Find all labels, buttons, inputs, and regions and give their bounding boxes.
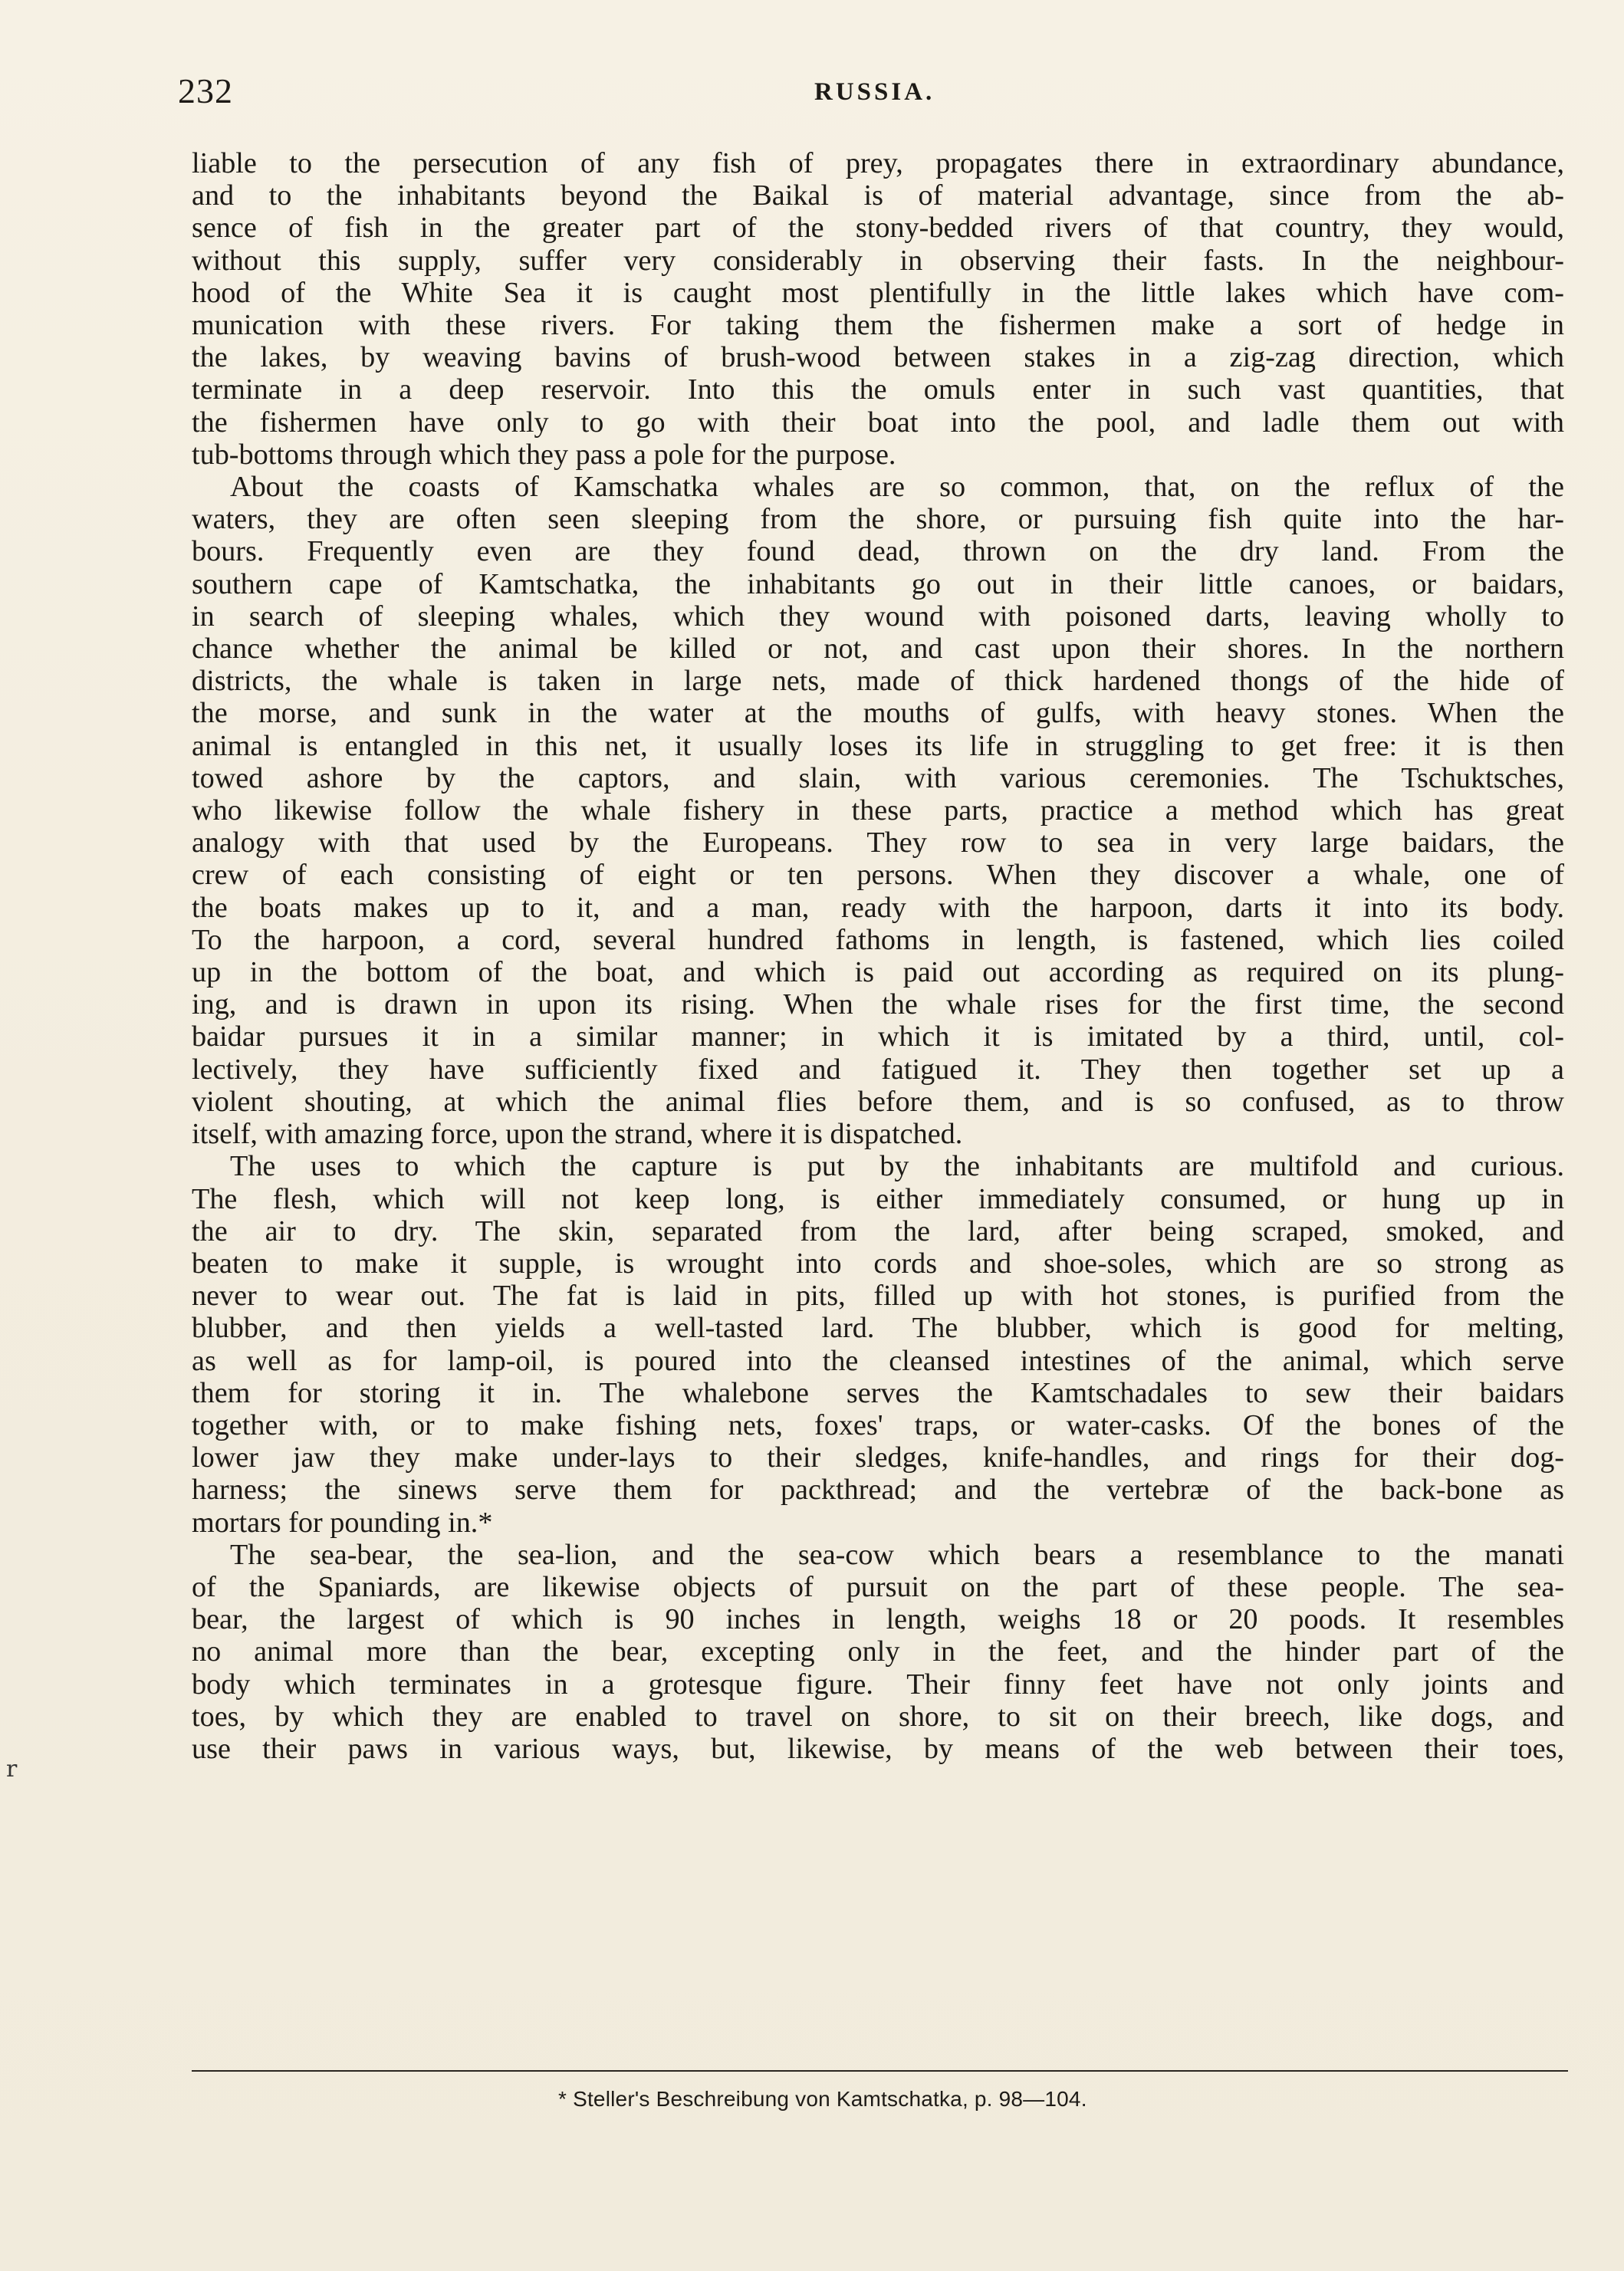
page-number: 232	[178, 71, 233, 110]
text-line: crew of each consisting of eight or ten persons. When they discover a whale, one of	[192, 859, 1564, 892]
text-line: harness; the sinews serve them for packthread; and the vertebræ of the back-bone as	[192, 1474, 1564, 1507]
text-line: To the harpoon, a cord, several hundred fathoms in length, is fastened, which lies coiled	[192, 923, 1564, 956]
text-line: tub-bottoms through which they pass a pole for the purpose.	[192, 438, 896, 471]
text-line: without this supply, suffer very considerably in observing their fasts. In the neighbour-	[192, 244, 1564, 277]
page-header	[178, 71, 1573, 117]
text-line: beaten to make it supple, is wrought into cords and shoe-soles, which are so strong as	[192, 1247, 1564, 1280]
text-line: and to the inhabitants beyond the Baikal is of material advantage, since from the ab-	[192, 179, 1564, 212]
text-line: blubber, and then yields a well-tasted lard. The blubber, which is good for melting,	[192, 1312, 1564, 1345]
text-line: ing, and is drawn in upon its rising. When the whale rises for the first time, the second	[192, 988, 1564, 1021]
footnote-divider	[192, 2070, 1568, 2072]
running-head: RUSSIA.	[814, 78, 935, 106]
margin-mark: r	[6, 1756, 18, 1783]
text-line: use their paws in various ways, but, likewise, by means of the web between their toes,	[192, 1732, 1564, 1765]
text-line: no animal more than the bear, excepting only in the feet, and the hinder part of the	[192, 1635, 1564, 1668]
text-line: baidar pursues it in a similar manner; in which it is imitated by a third, until, col-	[192, 1020, 1564, 1053]
text-line: terminate in a deep reservoir. Into this the omuls enter in such vast quantities, that	[192, 373, 1564, 406]
text-line: districts, the whale is taken in large nets, made of thick hardened thongs of the hide of	[192, 665, 1564, 698]
text-line: who likewise follow the whale fishery in these parts, practice a method which has great	[192, 794, 1564, 827]
text-line: liable to the persecution of any fish of prey, propagates there in extraordinary abundance,	[192, 147, 1564, 179]
text-line: analogy with that used by the Europeans. They row to sea in very large baidars, the	[192, 827, 1564, 859]
text-line: lectively, they have sufficiently fixed and fatigued it. They then together set up a	[192, 1053, 1564, 1086]
text-line: together with, or to make fishing nets, foxes' traps, or water-casks. Of the bones of the	[192, 1408, 1564, 1441]
text-line: waters, they are often seen sleeping from the shore, or pursuing fish quite into the har-	[192, 503, 1564, 536]
text-line: animal is entangled in this net, it usually loses its life in struggling to get free: it is then	[192, 729, 1564, 762]
text-line: southern cape of Kamtschatka, the inhabitants go out in their little canoes, or baidars,	[192, 567, 1564, 600]
text-line: body which terminates in a grotesque figure. Their finny feet have not only joints and	[192, 1668, 1564, 1701]
text-line: munication with these rivers. For taking them the fishermen make a sort of hedge in	[192, 309, 1564, 342]
text-line: them for storing it in. The whalebone serves the Kamtschadales to sew their baidars	[192, 1376, 1564, 1409]
body-text	[192, 147, 1564, 1765]
text-line: mortars for pounding in.*	[192, 1506, 493, 1539]
text-line: bours. Frequently even are they found dead, thrown on the dry land. From the	[192, 535, 1564, 568]
text-line: The flesh, which will not keep long, is either immediately consumed, or hung up in	[192, 1182, 1564, 1215]
text-line: sence of fish in the greater part of the stony-bedded rivers of that country, they would,	[192, 212, 1564, 245]
text-line: toes, by which they are enabled to travel on shore, to sit on their breech, like dogs, and	[192, 1700, 1564, 1733]
text-line: chance whether the animal be killed or not, and cast upon their shores. In the northern	[192, 633, 1564, 666]
text-line: never to wear out. The fat is laid in pits, filled up with hot stones, is purified from the	[192, 1280, 1564, 1313]
text-line: the morse, and sunk in the water at the mouths of gulfs, with heavy stones. When the	[192, 697, 1564, 730]
text-line: towed ashore by the captors, and slain, with various ceremonies. The Tschuktsches,	[192, 761, 1564, 794]
text-line: itself, with amazing force, upon the strand, where it is dispatched.	[192, 1118, 963, 1151]
paragraph-start: The uses to which the capture is put by the inhabitants are multifold and curious.	[230, 1150, 1564, 1183]
paragraph-start: About the coasts of Kamschatka whales are so common, that, on the reflux of the	[230, 471, 1564, 504]
text-line: the air to dry. The skin, separated from the lard, after being scraped, smoked, and	[192, 1214, 1564, 1247]
text-line: bear, the largest of which is 90 inches in length, weighs 18 or 20 poods. It resembles	[192, 1603, 1564, 1636]
text-line: as well as for lamp-oil, is poured into the cleansed intestines of the animal, which serve	[192, 1344, 1564, 1377]
text-line: the fishermen have only to go with their boat into the pool, and ladle them out with	[192, 406, 1564, 439]
text-line: the boats makes up to it, and a man, ready with the harpoon, darts it into its body.	[192, 891, 1564, 924]
text-line: violent shouting, at which the animal flies before them, and is so confused, as to throw	[192, 1085, 1564, 1118]
paragraph-start: The sea-bear, the sea-lion, and the sea-cow which bears a resemblance to the manati	[230, 1538, 1564, 1571]
text-line: in search of sleeping whales, which they wound with poisoned darts, leaving wholly to	[192, 600, 1564, 633]
footnote: * Steller's Beschreibung von Kamtschatka, p. 98—104.	[558, 2087, 1087, 2111]
text-line: of the Spaniards, are likewise objects of pursuit on the part of these people. The sea-	[192, 1570, 1564, 1603]
text-line: the lakes, by weaving bavins of brush-wood between stakes in a zig-zag direction, which	[192, 341, 1564, 374]
text-line: up in the bottom of the boat, and which is paid out according as required on its plung-	[192, 956, 1564, 989]
text-line: lower jaw they make under-lays to their sledges, knife-handles, and rings for their dog-	[192, 1441, 1564, 1474]
text-line: hood of the White Sea it is caught most plentifully in the little lakes which have com-	[192, 276, 1564, 309]
